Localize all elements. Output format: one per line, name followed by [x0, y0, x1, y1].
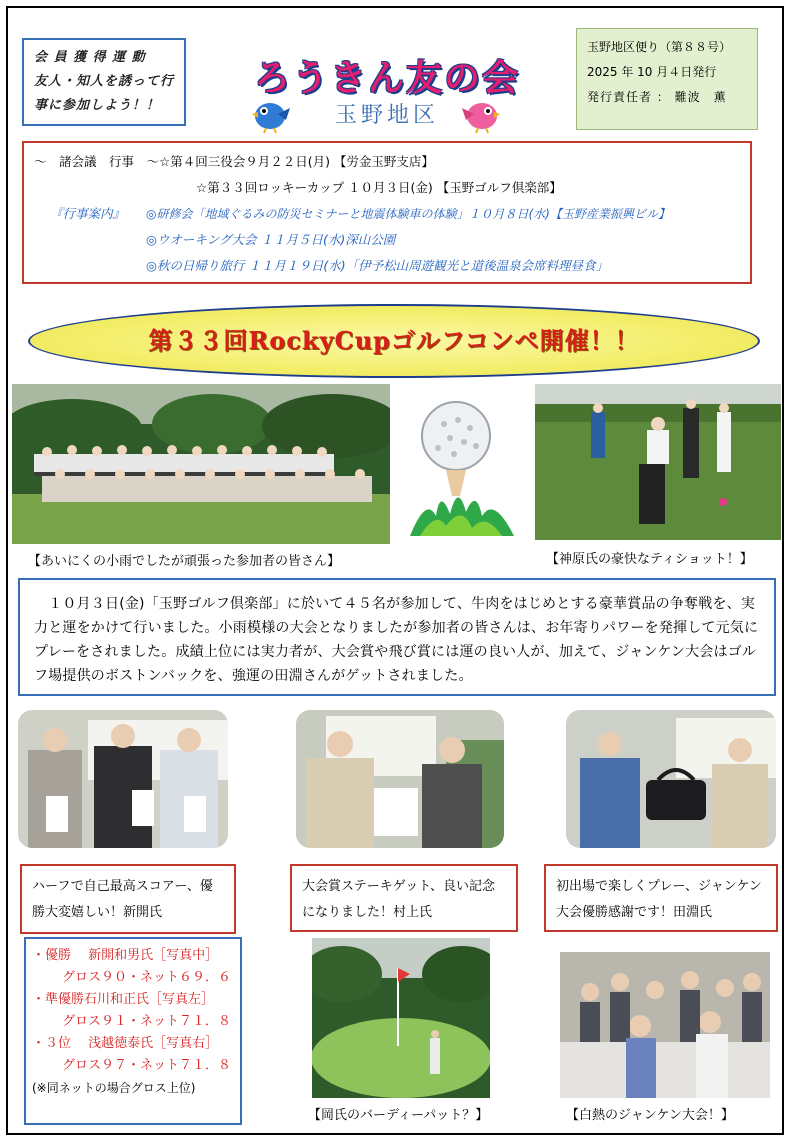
award-photo-image — [296, 710, 504, 848]
event-report: １０月３日(金)「玉野ゴルフ倶楽部」に於いて４５名が参加して、牛肉をはじめとする豪華賞品の争奪戦を、実力と運をかけて行いました。小雨模様の大会となりましたが参加者の皆さんは、お年寄りパワーを発揮して元気にプレーをされました。成績上位には実力者が、大会賞や飛び賞には運の良い人が、加えて、ジャンケン大会はゴルフ場提供のボストンバックを、強運の田淵さんがゲットされました。 — [18, 578, 776, 696]
golf-ball-on-tee-icon — [406, 396, 518, 538]
quote-murakami: 大会賞ステーキゲット、良い記念になりました！村上氏 — [290, 864, 518, 932]
janken-award-photo-image — [566, 710, 776, 848]
events-guide-label: 『行事案内』 — [50, 206, 126, 221]
teeshot-photo — [535, 384, 781, 540]
putt-photo-image — [312, 938, 490, 1098]
winners-photo — [18, 710, 228, 848]
janken-award-photo — [566, 710, 776, 848]
events-row-3: ◎研修会「地域ぐるみの防災セミナーと地震体験車の体験」１０月８日(水)【玉野産業振興ビル】 — [146, 207, 670, 221]
events-row-1: ～ 諸会議 行事 ～☆第４回三役会９月２２日(月) 【労金玉野支店】 — [34, 154, 434, 169]
pink-bird-mascot-icon — [460, 94, 504, 134]
title-sub: 玉野地区 — [334, 103, 439, 128]
recruit-line-2: 友人・知人を誘って行 — [34, 74, 175, 89]
quote-shinkai: ハーフで自己最高スコアー、優勝大変嬉しい！新開氏 — [20, 864, 236, 934]
events-row-5: ◎秋の日帰り旅行 １１月１９日(水)「伊予松山周遊観光と道後温泉会席料理昼食」 — [146, 258, 609, 273]
issue-number: 玉野地区便り（第８８号） — [587, 40, 732, 54]
janken-photo-image — [560, 952, 770, 1098]
group-photo-image — [12, 384, 390, 544]
putt-caption: 【岡氏のバーディーパット？】 — [308, 1108, 489, 1123]
issue-info-box — [576, 28, 758, 130]
putt-photo — [312, 938, 490, 1098]
janken-caption: 【白熱のジャンケン大会！】 — [566, 1108, 734, 1123]
issue-editor: 発行責任者 ： 難波 薫 — [587, 90, 727, 104]
recruit-line-3: 事に参加しよう！！ — [34, 98, 161, 113]
janken-photo — [560, 952, 770, 1098]
events-row-4: ◎ウオーキング大会 １１月５日(水)深山公園 — [146, 232, 396, 247]
result-1-name: ・優勝 新開和男氏［写真中］ — [32, 948, 219, 963]
events-box — [22, 141, 752, 284]
teeshot-photo-image — [535, 384, 781, 540]
group-photo-caption: 【あいにくの小雨でしたが頑張った参加者の皆さん】 — [28, 554, 341, 569]
result-2-score: グロス９１・ネット７１．８ — [62, 1014, 232, 1029]
result-3-score: グロス９７・ネット７１．８ — [62, 1058, 232, 1073]
issue-date: 2025 年 10 月４日発行 — [587, 65, 717, 79]
result-2-name: ・準優勝石川和正氏［写真左］ — [32, 992, 215, 1007]
result-3-name: ・３位 浅越徳泰氏［写真右］ — [32, 1036, 219, 1051]
winners-photo-image — [18, 710, 228, 848]
teeshot-caption: 【神原氏の豪快なティショット！】 — [546, 552, 753, 567]
title-logo — [232, 50, 542, 134]
award-photo — [296, 710, 504, 848]
results-box — [24, 937, 242, 1125]
results-note: (※同ネットの場合グロス上位) — [32, 1081, 196, 1095]
result-1-score: グロス９０・ネット６９．６ — [62, 970, 232, 985]
title-main: ろうきん友の会 — [253, 58, 520, 99]
recruit-box — [22, 38, 186, 126]
events-row-2: ☆第３３回ロッキーカップ １０月３日(金) 【玉野ゴルフ倶楽部】 — [196, 180, 562, 195]
quote-tabuchi: 初出場で楽しくプレー、ジャンケン大会優勝感謝です！田淵氏 — [544, 864, 778, 932]
group-photo — [12, 384, 390, 544]
recruit-line-1: 会 員 獲 得 運 動 — [34, 50, 146, 65]
headline-banner: 第３３回RockyCupゴルフコンペ開催！！ — [28, 304, 760, 378]
